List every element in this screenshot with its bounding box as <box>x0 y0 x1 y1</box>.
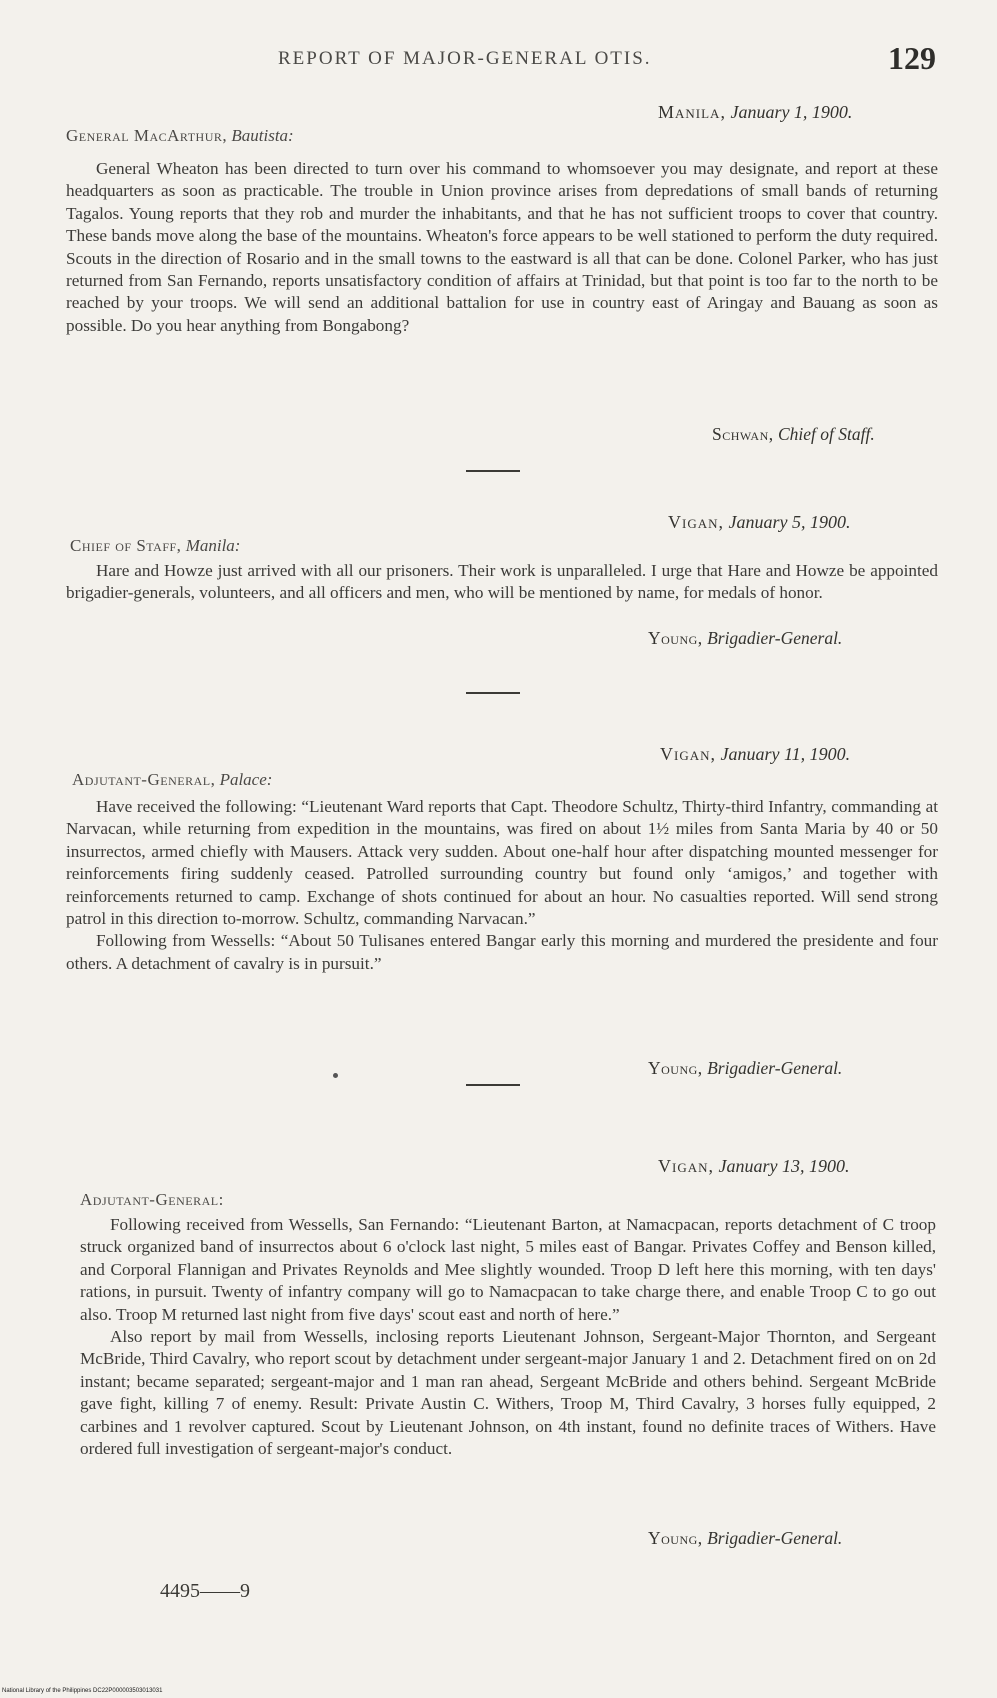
dateline-date: January 11, 1900. <box>720 744 851 764</box>
dateline-place: Manila, <box>658 102 726 122</box>
signer-title: Brigadier-General. <box>707 1528 843 1548</box>
paragraph: Also report by mail from Wessells, inclosing reports Lieutenant Johnson, Sergeant-Major Thornton, and Sergeant McBride, Third Cavalry, who report scout by detachment under sergeant-major January 1 and 2. Detachment fired on on 2d instant; became separated; sergeant-major and 1 man ran ahead, Sergeant McBride and others behind. Sergeant McBride gave fight, killing 7 of enemy. Result: Private Austin C. Withers, Troop M, Third Cavalry, 3 horses fully equipped, 2 carbines and 1 revolver captured. Scout by Lieutenant Johnson, on 4th instant, found no definite traces of Withers. Have ordered full investigation of sergeant-major's conduct. <box>80 1327 936 1459</box>
dateline-3 <box>660 744 850 765</box>
dateline-place: Vigan, <box>660 744 716 764</box>
signature-3 <box>648 1058 842 1079</box>
message-body-3 <box>66 796 938 975</box>
addressee-4 <box>80 1190 224 1210</box>
dateline-date: January 5, 1900. <box>728 512 851 532</box>
signer-name: Schwan, <box>712 424 774 444</box>
page-header <box>0 40 997 80</box>
addressee-name: Adjutant-General: <box>80 1190 224 1209</box>
message-body-2 <box>66 560 938 605</box>
scan-credit: National Library of the Philippines DC22P000003503013031 <box>2 1688 163 1694</box>
signer-name: Young, <box>648 1058 703 1078</box>
addressee-location: Bautista: <box>231 126 294 145</box>
signer-name: Young, <box>648 628 703 648</box>
addressee-location: Manila: <box>185 536 241 555</box>
dateline-4 <box>658 1156 849 1177</box>
ink-speck <box>333 1073 338 1078</box>
page-number: 129 <box>888 40 936 76</box>
signer-title: Brigadier-General. <box>707 1058 843 1078</box>
signer-title: Brigadier-General. <box>707 628 843 648</box>
addressee-name: General MacArthur, <box>66 126 228 145</box>
printer-signature-mark: 4495——9 <box>160 1580 250 1602</box>
addressee-2 <box>70 536 240 556</box>
addressee-name: Chief of Staff, <box>70 536 182 555</box>
paragraph: General Wheaton has been directed to turn over his command to whomsoever you may designate, and report at these headquarters as soon as practicable. The trouble in Union province arises from depredations of small bands of returning Tagalos. Young reports that they rob and murder the inhabitants, and that he has not sufficient troops to cover that country. These bands move along the base of the mountains. Wheaton's force appears to be well stationed to perform the duty required. Scouts in the direction of Rosario and in the small towns to the eastward is all that can be done. Colonel Parker, who has just returned from San Fernando, reports unsatisfactory condition of affairs at Trinidad, but that point is too far to the north to be reached by your troops. We will send an additional battalion for use in country east of Aringay and Bauang as soon as possible. Do you hear anything from Bongabong? <box>66 159 938 335</box>
addressee-1 <box>66 126 294 146</box>
addressee-3 <box>72 770 272 790</box>
paragraph: Following received from Wessells, San Fernando: “Lieutenant Barton, at Namacpacan, reports detachment of C troop struck organized band of insurrectos about 6 o'clock last night, 5 miles east of Bangar. Privates Coffey and Benson killed, and Corporal Flannigan and Privates Reynolds and Mee slightly wounded. Troop D left here this morning, with ten days' rations, in pursuit. Twenty of infantry company will go to Namacpacan to take charge there, and enable Troop C to go out also. Troop M returned last night from five days' scout east and north of here.” <box>80 1215 936 1324</box>
signer-name: Young, <box>648 1528 703 1548</box>
paragraph: Following from Wessells: “About 50 Tulisanes entered Bangar early this morning and murdered the presidente and four others. A detachment of cavalry is in pursuit.” <box>66 931 938 973</box>
signer-title: Chief of Staff. <box>777 424 875 444</box>
addressee-location: Palace: <box>219 770 273 789</box>
signature-4 <box>648 1528 842 1549</box>
section-divider <box>466 470 520 472</box>
dateline-date: January 1, 1900. <box>730 102 853 122</box>
dateline-2 <box>668 512 850 533</box>
dateline-date: January 13, 1900. <box>718 1156 850 1176</box>
paragraph: Have received the following: “Lieutenant Ward reports that Capt. Theodore Schultz, Thirty-third Infantry, commanding at Narvacan, while returning from expedition in the mountains, was fired on about 1½ miles from Santa Maria by 40 or 50 insurrectos, armed chiefly with Mausers. Attack very sudden. About one-half hour after dispatching mounted messenger for reinforcements firing suddenly ceased. Patrolled surrounding country but found only ‘amigos,’ and together with reinforcements returned to camp. Exchange of shots continued for about an hour. No casualties reported. Will send strong patrol in this direction to-morrow. Schultz, commanding Narvacan.” <box>66 797 938 929</box>
signature-1 <box>712 424 875 445</box>
paragraph: Hare and Howze just arrived with all our prisoners. Their work is unparalleled. I urge that Hare and Howze be appointed brigadier-generals, volunteers, and all officers and men, who will be mentioned by name, for medals of honor. <box>66 561 938 603</box>
dateline-1 <box>658 102 852 123</box>
section-divider <box>466 692 520 694</box>
message-body-1 <box>66 158 938 337</box>
signature-2 <box>648 628 842 649</box>
section-divider <box>466 1084 520 1086</box>
addressee-name: Adjutant-General, <box>72 770 216 789</box>
running-title: REPORT OF MAJOR-GENERAL OTIS. <box>278 48 652 69</box>
dateline-place: Vigan, <box>658 1156 714 1176</box>
dateline-place: Vigan, <box>668 512 724 532</box>
message-body-4 <box>80 1214 936 1460</box>
